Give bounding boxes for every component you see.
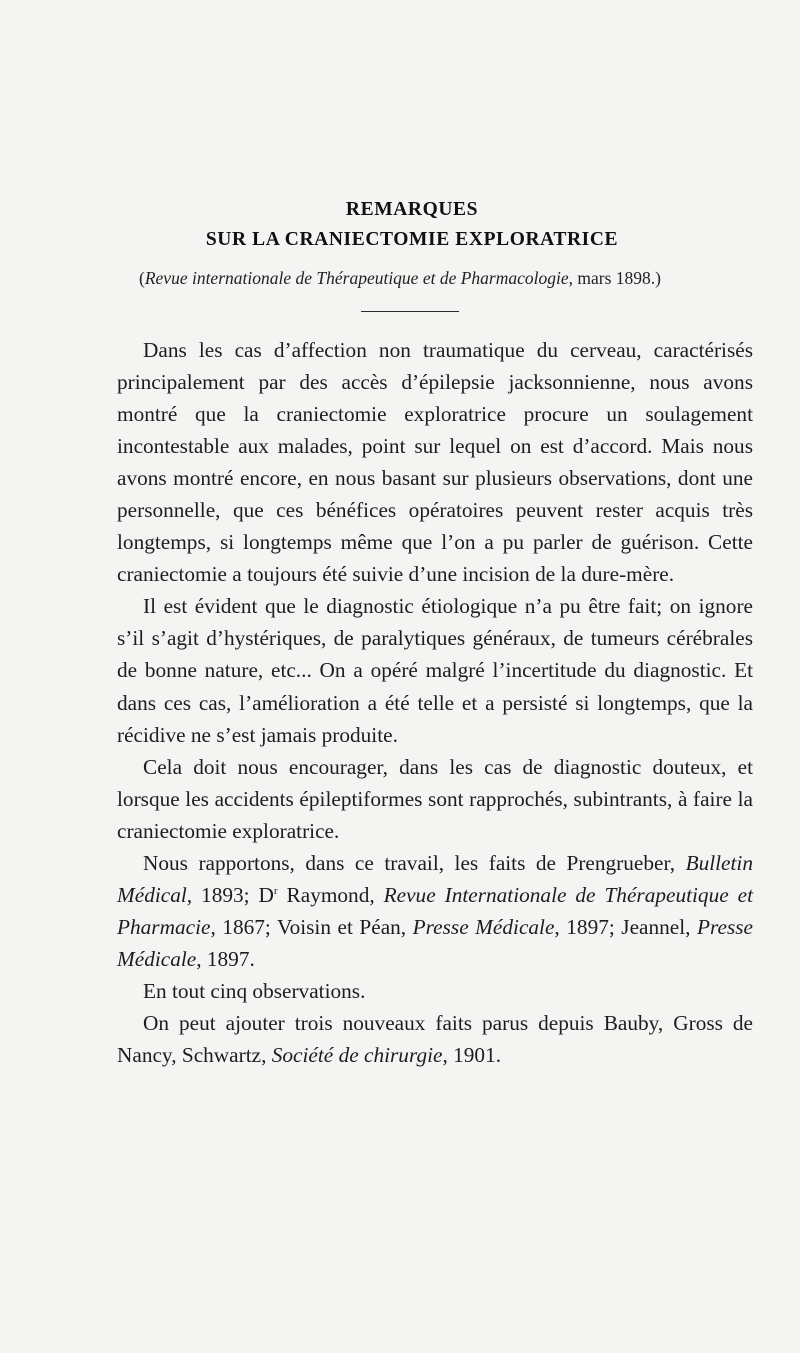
separator-rule bbox=[361, 311, 459, 312]
p4-journal-presse-1: Presse Médicale bbox=[412, 914, 555, 939]
paragraph-4 bbox=[117, 847, 753, 975]
p6-text-c: , 1901. bbox=[442, 1043, 502, 1068]
p6-text-a: On peut ajouter trois nouveaux faits parus depuis Bauby, Gross de Nancy, Schwartz, bbox=[117, 1010, 753, 1068]
p4-sup: r bbox=[273, 884, 278, 897]
p4-journal-revue: Revue Internationale de Thérapeutique et Pharmacie bbox=[117, 882, 753, 939]
paragraph-5: En tout cinq observations. bbox=[143, 978, 366, 1003]
title-line-1: REMARQUES bbox=[345, 199, 479, 220]
title-line-2: SUR LA CRANIECTOMIE EXPLORATRICE bbox=[205, 229, 619, 250]
p4-text-a: Nous rapportons, dans ce travail, les faits de Prengrueber, bbox=[143, 850, 676, 875]
source-open-paren: ( bbox=[139, 268, 145, 288]
paragraph-1: Dans les cas d’affection non traumatique du cerveau, caractérisés principalement par des accès d’épilepsie jacksonnienne, nous avons montré que la craniectomie exploratrice procure un soulagement incontestable aux malades, point sur lequel on est d’accord. Mais nous avons montré encore, en nous basant sur plusieurs observations, dont une personnelle, que ces bénéfices opératoires peuvent rester acquis très longtemps, si longtemps même que l’on a pu parler de guérison. Cette craniectomie a toujours été suivie d’une incision de la dure-mère. bbox=[117, 338, 753, 587]
p4-text-d: Raymond, bbox=[277, 882, 375, 907]
p4-journal-presse-2: Presse Médicale bbox=[117, 914, 754, 971]
p4-text-h: , 1897; Jeannel, bbox=[554, 914, 691, 939]
source-journal: Revue internationale de Thérapeutique et de Pharmacologie bbox=[144, 268, 569, 288]
source-citation bbox=[0, 268, 800, 289]
p4-text-j: , 1897. bbox=[196, 946, 255, 971]
paragraph-2: Il est évident que le diagnostic étiologique n’a pu être fait; on ignore s’il s’agit d’hystériques, de paralytiques généraux, de tumeurs cérébrales de bonne nature, etc... On a opéré malgré l’incertitude du diagnostic. Et dans ces cas, l’amélioration a été telle et a persisté si longtemps, que la récidive ne s’est jamais produite. bbox=[117, 594, 753, 747]
p4-text-f: , 1867; Voisin et Péan, bbox=[210, 914, 407, 939]
p4-journal-bulletin: Bulletin Médical bbox=[117, 850, 753, 907]
source-date: , mars 1898.) bbox=[568, 268, 661, 288]
p4-text-c: , 1893; D bbox=[186, 882, 274, 907]
p6-journal-societe: Société de chirurgie bbox=[271, 1043, 443, 1068]
article-body bbox=[117, 334, 753, 1071]
paragraph-6 bbox=[117, 1007, 753, 1071]
paragraph-3: Cela doit nous encourager, dans les cas de diagnostic douteux, et lorsque les accidents épileptiformes sont rapprochés, subintrants, à faire la craniectomie exploratrice. bbox=[117, 754, 753, 843]
